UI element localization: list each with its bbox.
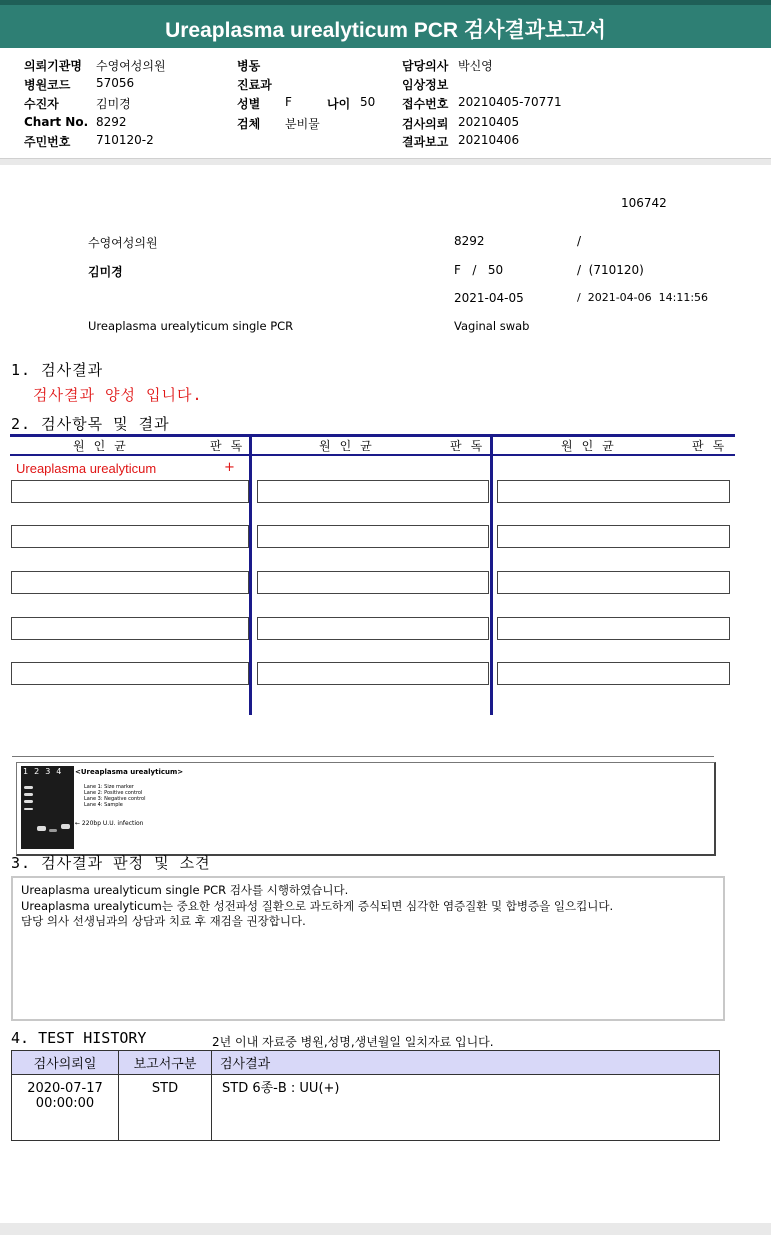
- report-title: Ureaplasma urealyticum PCR 검사결과보고서: [165, 19, 606, 42]
- section-1-result: 검사결과 양성 입니다.: [33, 386, 203, 404]
- gel-electrophoresis-image: [21, 766, 74, 849]
- history-col-date: 검사의뢰일: [12, 1051, 119, 1075]
- result-cell: [11, 480, 249, 503]
- result-cell: [497, 480, 730, 503]
- history-date: 2020-07-17: [27, 1081, 103, 1096]
- result-cell: [497, 617, 730, 640]
- history-note: 2년 이내 자료중 병원,성명,생년월일 일치자료 입니다.: [212, 1035, 494, 1049]
- section-2-heading: 2. 검사항목 및 결과: [11, 415, 170, 433]
- label-ward: 병동: [237, 59, 261, 73]
- history-col-type: 보고서구분: [119, 1051, 212, 1075]
- value-hospital-code: 57056: [96, 76, 135, 90]
- summary-hospital: 수영여성의원: [88, 236, 158, 250]
- col-judgment-2: 판독: [450, 439, 492, 453]
- col-judgment-1: 판독: [210, 439, 252, 453]
- label-requested: 검사의뢰: [402, 117, 449, 131]
- opinion-line-2: Ureaplasma urealyticum는 중요한 성전파성 질환으로 과도하게 증식되면 심각한 염증질환 및 합병증을 일으킵니다.: [21, 899, 614, 913]
- label-resident-no: 주민번호: [24, 135, 71, 149]
- table-row: [12, 1075, 720, 1141]
- result-cell: [11, 662, 249, 685]
- result-cell: [257, 662, 489, 685]
- section-3-heading: 3. 검사결과 판정 및 소견: [11, 854, 211, 872]
- result-cell: [257, 480, 489, 503]
- summary-name: 김미경: [88, 265, 123, 279]
- section-1-heading: 1. 검사결과: [11, 361, 104, 379]
- opinion-line-1: Ureaplasma urealyticum single PCR 검사를 시행하였습니다.: [21, 883, 349, 897]
- label-age: 나이: [327, 97, 351, 111]
- label-chart-no: Chart No.: [24, 115, 89, 129]
- value-hospital: 수영여성의원: [96, 59, 166, 73]
- result-cell: [11, 525, 249, 548]
- col-pathogen-2: 원인균: [319, 439, 381, 453]
- gel-divider: [12, 756, 714, 757]
- result-cell: [497, 662, 730, 685]
- summary-sex-age: F / 50: [454, 263, 504, 277]
- gel-lane-labels: 1234: [23, 767, 68, 776]
- gel-band-annotation: ← 220bp U.U. infection: [75, 820, 144, 827]
- summary-chart: 8292: [454, 234, 485, 248]
- value-sex: F: [285, 95, 292, 109]
- history-result: STD 6종-B : UU(+): [212, 1075, 720, 1141]
- report-number: 106742: [621, 196, 667, 210]
- value-reported: 20210406: [458, 133, 520, 147]
- label-clinical-info: 임상정보: [402, 78, 449, 92]
- result-table-divider-1: [249, 434, 252, 715]
- section-4-heading: 4. TEST HISTORY: [11, 1029, 147, 1047]
- label-patient: 수진자: [24, 97, 59, 111]
- value-receipt-no: 20210405-70771: [458, 95, 562, 109]
- opinion-line-3: 담당 의사 선생님과의 상담과 치료 후 재검을 권장합니다.: [21, 914, 306, 928]
- value-specimen: 분비물: [285, 117, 320, 131]
- result-cell: [257, 525, 489, 548]
- label-department: 진료과: [237, 78, 272, 92]
- label-receipt-no: 접수번호: [402, 97, 449, 111]
- label-reported: 결과보고: [402, 135, 449, 149]
- gel-image-frame: [16, 762, 716, 856]
- result-table-header-border: [10, 454, 735, 456]
- result-cell: [257, 571, 489, 594]
- col-pathogen-1: 원인균: [73, 439, 135, 453]
- footer-bar: [0, 1223, 771, 1235]
- result-cell: [497, 571, 730, 594]
- summary-specimen: Vaginal swab: [454, 319, 530, 333]
- summary-birth: / (710120): [577, 263, 644, 277]
- gel-caption: <Ureaplasma urealyticum>: [75, 768, 184, 776]
- col-judgment-3: 판독: [692, 439, 734, 453]
- col-pathogen-3: 원인균: [561, 439, 623, 453]
- summary-slash: /: [577, 234, 582, 248]
- history-table: [11, 1050, 720, 1141]
- value-requested: 20210405: [458, 115, 520, 129]
- gel-legend: Lane 1: Size marker Lane 2: Positive control Lane 3: Negative control Lane 4: Sample: [84, 784, 146, 808]
- result-judgment: +: [224, 460, 235, 475]
- value-patient: 김미경: [96, 97, 131, 111]
- result-cell: [497, 525, 730, 548]
- label-specimen: 검체: [237, 117, 261, 131]
- history-col-result: 검사결과: [212, 1051, 720, 1075]
- summary-test-name: Ureaplasma urealyticum single PCR: [88, 319, 294, 333]
- history-type: STD: [119, 1075, 212, 1141]
- result-table-divider-2: [490, 434, 493, 715]
- history-date-cell: [12, 1075, 119, 1141]
- label-doctor: 담당의사: [402, 59, 449, 73]
- history-time: 00:00:00: [35, 1096, 95, 1111]
- value-doctor: 박신영: [458, 59, 493, 73]
- result-cell: [257, 617, 489, 640]
- summary-date-requested: 2021-04-05: [454, 291, 524, 305]
- result-pathogen: Ureaplasma urealyticum: [16, 461, 157, 476]
- label-hospital-code: 병원코드: [24, 78, 71, 92]
- header-divider: [0, 158, 771, 165]
- summary-date-reported: / 2021-04-06 14:11:56: [577, 291, 709, 304]
- result-cell: [11, 571, 249, 594]
- label-sex: 성별: [237, 97, 261, 111]
- label-hospital: 의뢰기관명: [24, 59, 82, 73]
- value-age: 50: [360, 95, 376, 109]
- result-cell: [11, 617, 249, 640]
- value-resident-no: 710120-2: [96, 133, 154, 147]
- value-chart-no: 8292: [96, 115, 127, 129]
